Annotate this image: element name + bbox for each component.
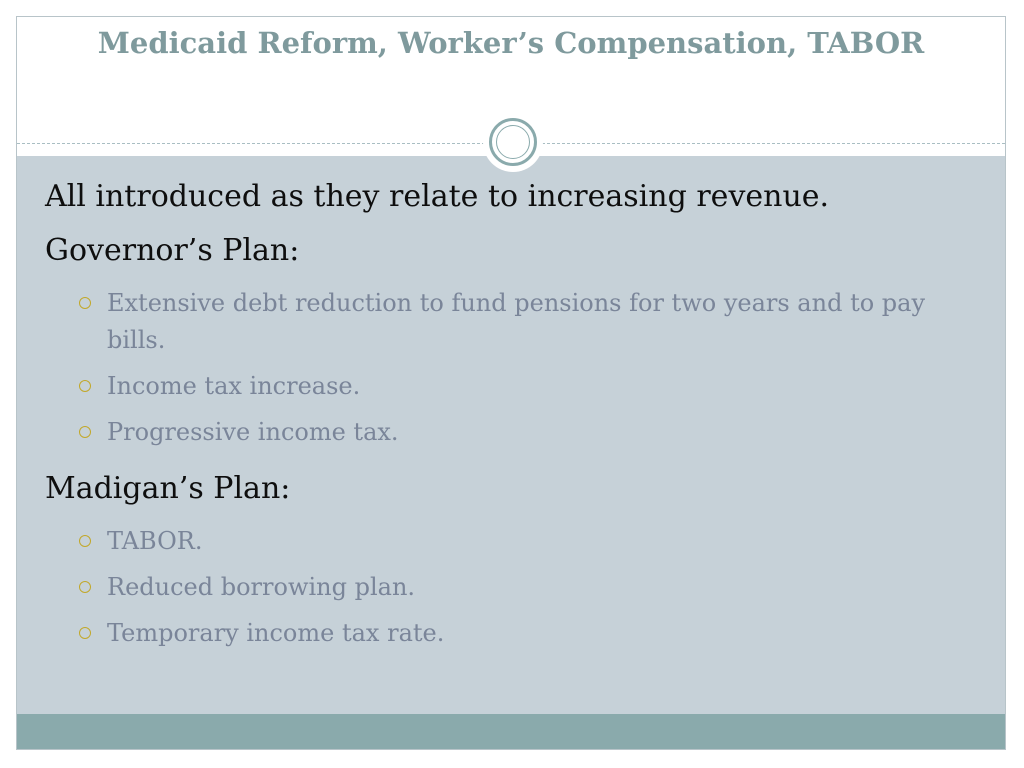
bullet-item-level2 xyxy=(45,523,985,560)
bullet-item-text: Reduced borrowing plan. xyxy=(107,573,416,601)
bullet-item-level2 xyxy=(45,569,985,606)
bullet-line-level1: Governor’s Plan: xyxy=(45,233,300,268)
hollow-circle-bullet-icon xyxy=(79,426,91,438)
bullet-item-level2 xyxy=(45,615,985,652)
hollow-circle-bullet-icon xyxy=(79,380,91,392)
ring-inner xyxy=(496,125,530,159)
hollow-circle-bullet-icon xyxy=(79,581,91,593)
bullet-item-level2 xyxy=(45,414,985,451)
double-ring-circle-icon xyxy=(483,112,543,172)
slide-content xyxy=(45,177,985,661)
hollow-circle-bullet-icon xyxy=(79,535,91,547)
bullet-line-level1: Madigan’s Plan: xyxy=(45,471,291,506)
bullet-item-level2 xyxy=(45,368,985,405)
hollow-circle-bullet-icon xyxy=(79,297,91,309)
bullet-item-text: Income tax increase. xyxy=(107,372,361,400)
bullet-item-level2 xyxy=(45,285,985,359)
slide-title: Medicaid Reform, Worker’s Compensation, TABOR xyxy=(97,26,925,60)
bullet-item-text: Temporary income tax rate. xyxy=(107,619,445,647)
hollow-circle-bullet-icon xyxy=(79,627,91,639)
ring-outer xyxy=(489,118,537,166)
slide xyxy=(16,16,1006,750)
bullet-item-text: Progressive income tax. xyxy=(107,418,399,446)
footer-bar xyxy=(17,714,1005,749)
bullet-item-text: TABOR. xyxy=(107,527,203,555)
bullet-item-text: Extensive debt reduction to fund pensions for two years and to pay bills. xyxy=(107,289,926,354)
bullet-line-level1: All introduced as they relate to increasing revenue. xyxy=(45,179,830,214)
